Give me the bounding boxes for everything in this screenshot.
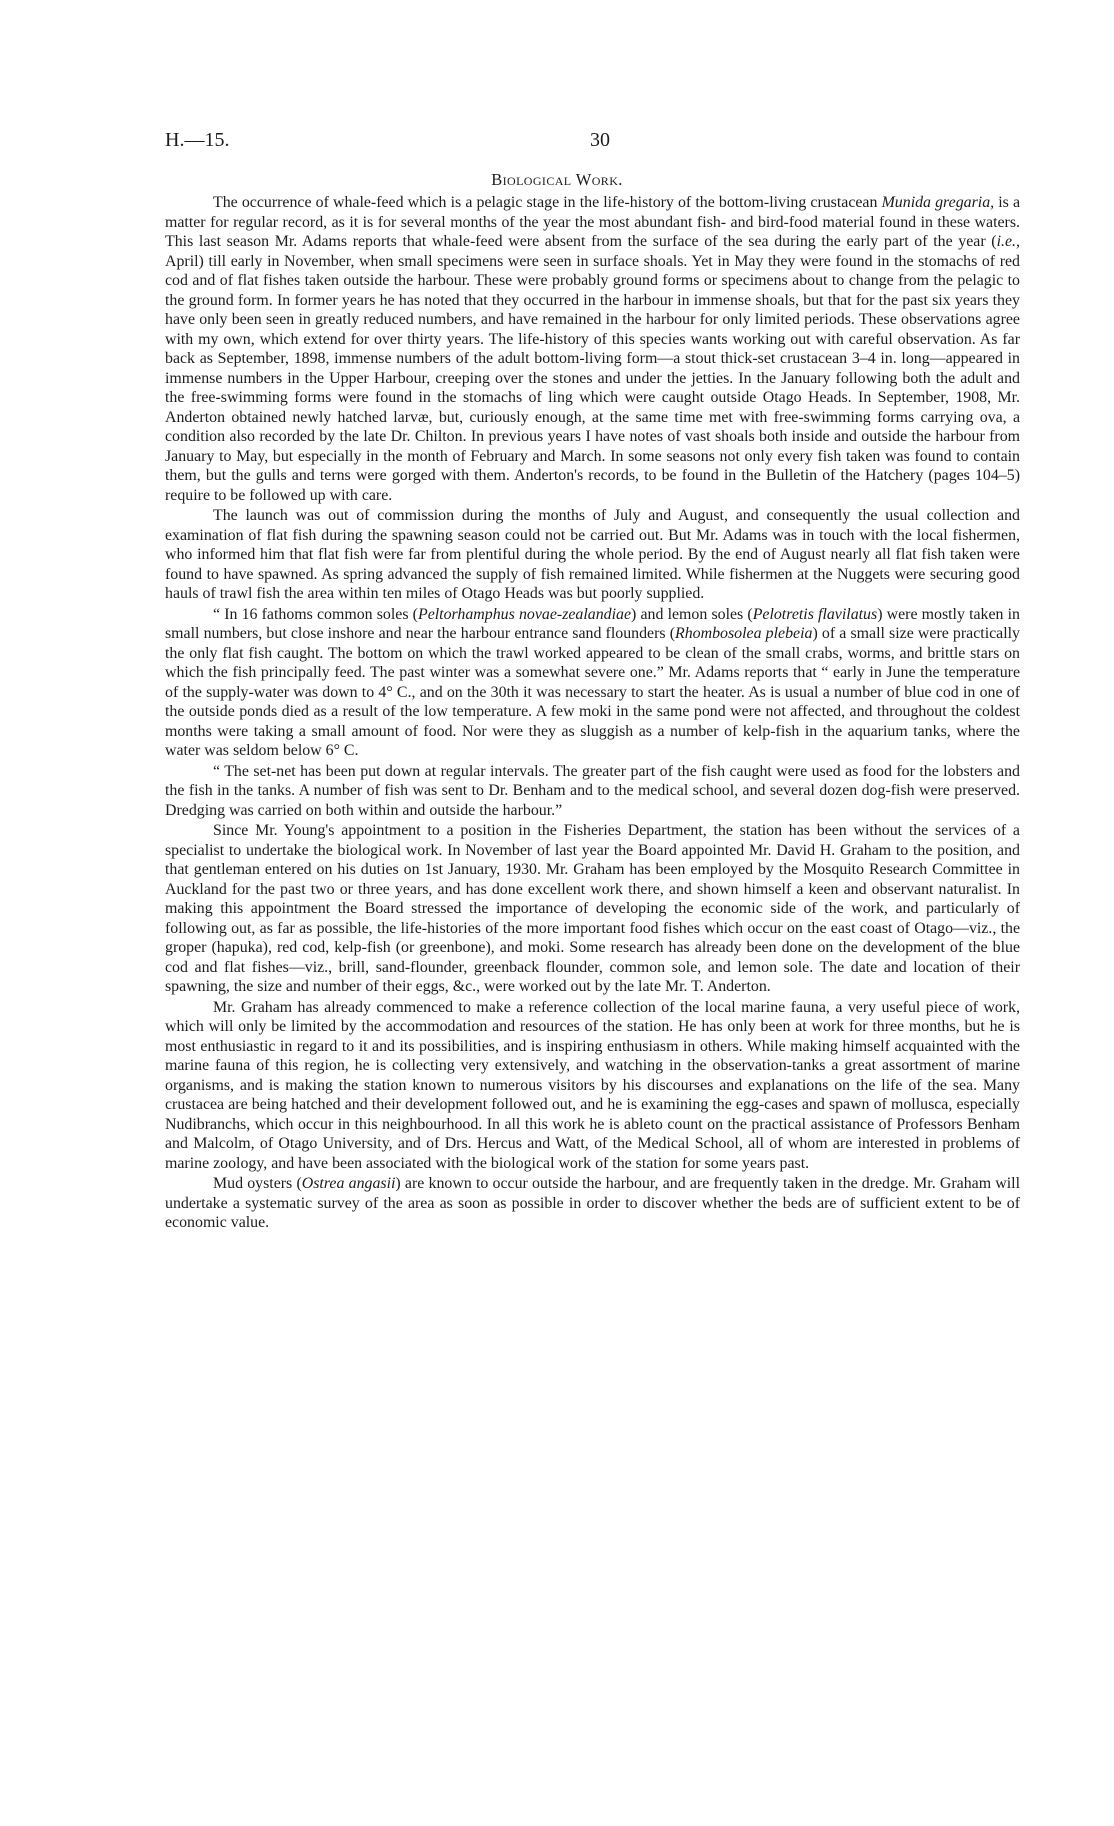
text-run: “ The set-net has been put down at regular intervals. The greater part of the fish caught were used as food for the lobsters and the fish in the tanks. A number of fish was sent to Dr. Benham and to the medical school, and several dozen dog-fish were preserved. Dredging was carried on both within and outside the harbour.” [165, 762, 1020, 819]
page-number: 30 [590, 129, 610, 151]
text-run: is a matter for regular record, as it is for several months of the year the most abundant fish- and bird-food material found in these waters. This last season Mr. Adams reports that whale-feed were absent from the surface of the sea during the early part of the year ( [165, 194, 1021, 250]
text-run: April) till early in November, when small specimens were seen in surface shoals. Yet in May they were found in the stomachs of red cod and of flat fishes taken outside the harbour. These were probably ground forms or specimens about to change from the pelagic to the ground form. In former years he has noted that they occurred in the harbour in immense shoals, but that for the past six years they have only been seen in greatly reduced numbers, and have remained in the harbour for only limited periods. These observations agree with my own, which extend for over thirty years. The life-history of this species wants working out with careful observation. As far back as September, 1898, immense numbers of the adult bottom-living form—a stout thick-set crustacean 3–4 in. long—appeared in immense numbers in the Upper Harbour, creeping over the stones and under the jetties. In the January following both the adult and the free-swimming forms were found in the stomachs of ling which were caught outside Otago Heads. In September, 1908, Mr. Anderton obtained newly hatched larvæ, but, curiously enough, at the same time met with free-swimming forms carrying ova, a condition also recorded by the late Dr. Chilton. In previous years I have notes of vast shoals both inside and outside the harbour from January to May, but especially in the month of February and March. In some seasons not only every fish taken was found to contain them, but the gulls and terns were gorged with them. Anderton's records, to be found in the Bulletin of the Hatchery (pages 104–5) require to be followed up with care. [165, 252, 1020, 504]
paragraph-4 [165, 762, 1020, 821]
paragraph-1 [165, 193, 1020, 505]
text-run: ) were mostly taken in small numbers, but close inshore and near the harbour entrance sand flounders ( [165, 605, 1020, 642]
document-reference: H.—15. [165, 129, 230, 151]
italic-text: Munida gregaria, [881, 194, 995, 211]
paragraph-6 [165, 998, 1020, 1174]
italic-text: Ostrea angasii [301, 1175, 396, 1192]
paragraph-7 [165, 1174, 1020, 1233]
text-run: “ In 16 fathoms common soles ( [213, 605, 418, 623]
italic-text: Peltorhamphus novae-zealandiae [417, 605, 632, 623]
paragraph-2 [165, 506, 1020, 604]
text-run: ) are known to occur outside the harbour, and are frequently taken in the dredge. Mr. Graham will undertake a systematic survey of the area as soon as possible in order to discover whether the beds are of sufficient extent to be of economic value. [165, 1175, 1021, 1231]
text-run: Mud oysters ( [213, 1175, 302, 1192]
document-body [165, 193, 1020, 1234]
italic-text: Pelotretis flavilatus [752, 605, 878, 623]
text-run: ) and lemon soles ( [631, 605, 753, 623]
paragraph-3 [165, 605, 1020, 761]
italic-text: Rhombosolea plebeia [675, 625, 813, 642]
text-run: ) of a small size were practically the only flat fish caught. The bottom on which the trawl worked appeared to be clean of the small crabs, worms, and brittle stars on which the fish principally feed. The past winter was a somewhat severe one.” Mr. Adams reports that “ early in June the temperature of the supply-water was down to 4° C., and on the 30th it was necessary to start the heater. As is usual a number of blue cod in one of the outside ponds died as a result of the low temperature. A few moki in the same pond were not affected, and throughout the coldest months were taking a small amount of food. Nor were they as sluggish as a number of kelp-fish in the aquarium tanks, where the water was seldom below 6° C. [165, 625, 1020, 759]
text-run: Mr. Graham has already commenced to make a reference collection of the local marine fauna, a very useful piece of work, which will only be limited by the accommodation and resources of the station. He has only been at work for three months, but he is most enthusiastic in regard to it and its possibilities, and is inspiring enthusiasm in others. While making himself acquainted with the marine fauna of this region, he is collecting very extensively, and watching in the observation-tanks a great assortment of marine organisms, and is making the station known to numerous visitors by his discourses and explanations on the life of the sea. Many crustacea are being hatched and their development followed out, and he is examining the egg-cases and spawn of mollusca, especially Nudibranchs, which occur in this neighbourhood. In all this work he is ableto count on the practical assistance of Professors Benham and Malcolm, of Otago University, and of Drs. Hercus and Watt, of the Medical School, all of whom are interested in problems of marine zoology, and have been associated with the biological work of the station for some years past. [165, 998, 1020, 1172]
section-title: Biological Work. [491, 170, 623, 189]
text-run: The launch was out of commission during the months of July and August, and consequently the usual collection and examination of flat fish during the spawning season could not be carried out. But Mr. Adams was in touch with the local fishermen, who informed him that flat fish were far from plentiful during the whole period. By the end of August nearly all flat fish taken were found to have spawned. As spring advanced the supply of fish remained limited. While fishermen at the Nuggets were securing good hauls of trawl fish the area within ten miles of Otago Heads was but poorly supplied. [165, 507, 1020, 602]
text-run: Since Mr. Young's appointment to a position in the Fisheries Department, the station has been without the services of a specialist to undertake the biological work. In November of last year the Board appointed Mr. David H. Graham to the position, and that gentleman entered on his duties on 1st January, 1930. Mr. Graham has been employed by the Mosquito Research Committee in Auckland for the past two or three years, and has done excellent work there, and shown himself a keen and observant naturalist. In making this appointment the Board stressed the importance of developing the economic side of the work, and particularly of following out, as far as possible, the life-histories of the more important food fishes which occur on the east coast of Otago—viz., the groper (hapuka), red cod, kelp-fish (or greenbone), and moki. Some research has already been done on the development of the blue cod and flat fishes—viz., brill, sand-flounder, greenback flounder, common sole, and lemon sole. The date and location of their spawning, the size and number of their eggs, &c., were worked out by the late Mr. T. Anderton. [165, 822, 1020, 995]
italic-text: i.e., [996, 233, 1020, 250]
text-run: The occurrence of whale-feed which is a pelagic stage in the life-history of the bottom-living crustacean [213, 194, 882, 211]
paragraph-5 [165, 821, 1020, 997]
